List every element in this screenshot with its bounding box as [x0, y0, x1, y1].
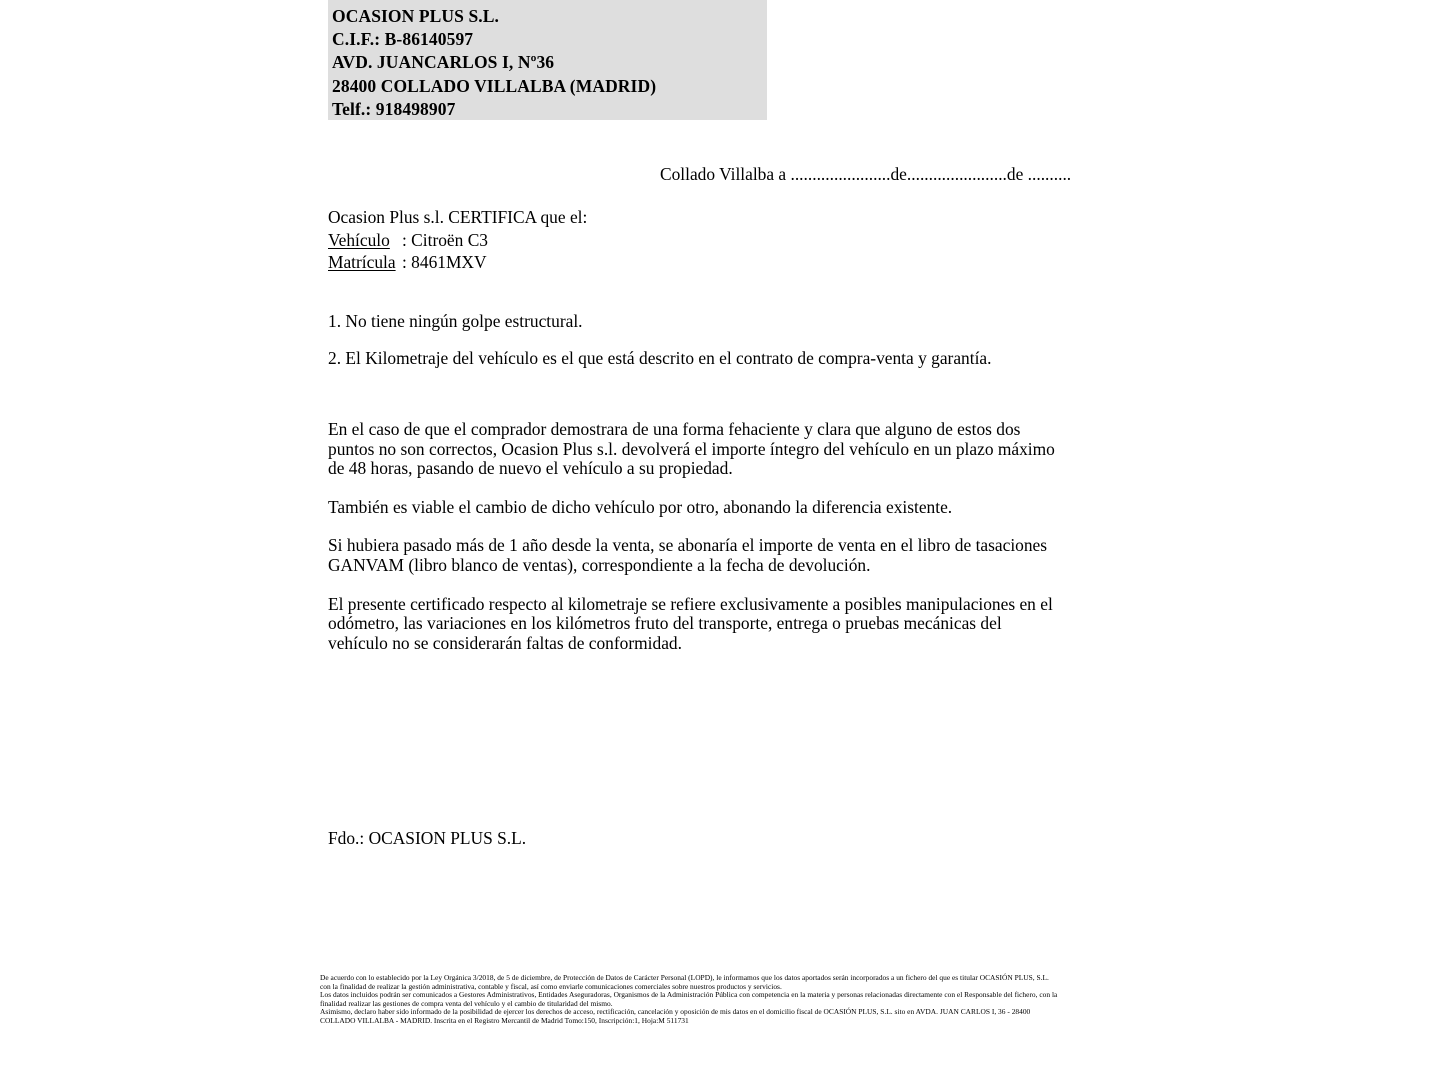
- certification-intro: Ocasion Plus s.l. CERTIFICA que el:: [328, 207, 588, 227]
- company-address: AVD. JUANCARLOS I, Nº36: [332, 52, 555, 73]
- certified-point-1: 1. No tiene ningún golpe estructural.: [328, 311, 583, 331]
- company-city: 28400 COLLADO VILLALBA (MADRID): [332, 75, 657, 96]
- vehicle-value: : Citroën C3: [402, 229, 488, 250]
- plate-row: [328, 251, 587, 274]
- vehicle-row: [328, 229, 587, 252]
- body-paragraphs: [328, 420, 1060, 653]
- company-cif: C.I.F.: B-86140597: [332, 29, 474, 50]
- certified-point-2: 2. El Kilometraje del vehículo es el que está descrito en el contrato de compra-venta y garantía.: [328, 348, 992, 368]
- paragraph-odometer-scope: El presente certificado respecto al kilometraje se refiere exclusivamente a posibles manipulaciones en el odómetro, las variaciones en los kilómetros fruto del transporte, entrega o pruebas mecánicas del vehículo no se considerarán faltas de conformidad.: [328, 593, 1053, 653]
- signature-line: Fdo.: OCASION PLUS S.L.: [328, 828, 527, 848]
- legal-footer-paragraph-3: Asimismo, declaro haber sido informado de la posibilidad de ejercer los derechos de acceso, rectificación, cancelación y oposición de mis datos en el domicilio fiscal de OCASIÓN PLUS, S.L. sito en AVDA. JUAN CARLOS I, 36 - 28400 COLLADO VILLALBA - MADRID. Inscrita en el Registro Mercantil de Madrid Tomo:150, Inscripción:1, Hoja:M 511731: [320, 1007, 1031, 1025]
- company-name: OCASION PLUS S.L.: [332, 6, 500, 26]
- certified-points-list: [328, 310, 991, 369]
- plate-label: Matrícula: [328, 252, 396, 273]
- vehicle-label: Vehículo: [328, 229, 390, 250]
- paragraph-exchange-option: También es viable el cambio de dicho vehículo por otro, abonando la diferencia existente.: [328, 496, 953, 517]
- paragraph-refund-terms: En el caso de que el comprador demostrara de una forma fehaciente y clara que alguno de estos dos puntos no son correctos, Ocasion Plus s.l. devolverá el importe íntegro del vehículo en un plazo máximo de 48 horas, pasando de nuevo el vehículo a su propiedad.: [328, 419, 1055, 479]
- legal-footer-paragraph-1: De acuerdo con lo establecido por la Ley Orgánica 3/2018, de 5 de diciembre, de Protección de Datos de Carácter Personal (LOPD), le informamos que los datos aportados serán incorporados a un fichero del que es titular OCASIÓN PLUS, S.L. con la finalidad de realizar la gestión administrativa, contable y fiscal, así como enviarle comunicaciones comerciales sobre nuestros productos y servicios.: [320, 973, 1049, 991]
- legal-footer-paragraph-2: Los datos incluidos podrán ser comunicados a Gestores Administrativos, Entidades Aseguradoras, Organismos de la Administración Pública con competencia en la materia y personas relacionadas directamente con el Responsable del fichero, con la finalidad realizar las gestiones de compra venta del vehículo y el cambio de titularidad del mismo.: [320, 990, 1058, 1008]
- paragraph-ganvam-valuation: Si hubiera pasado más de 1 año desde la venta, se abonaría el importe de venta en el libro de tasaciones GANVAM (libro blanco de ventas), correspondiente a la fecha de devolución.: [328, 535, 1048, 575]
- plate-value: : 8461MXV: [402, 252, 487, 273]
- company-header-block: [328, 0, 767, 120]
- certification-block: [328, 206, 587, 274]
- company-phone: Telf.: 918498907: [332, 98, 456, 119]
- legal-footer: [320, 974, 1060, 1025]
- date-line: Collado Villalba a .......................de.......................de ..........: [660, 164, 1072, 184]
